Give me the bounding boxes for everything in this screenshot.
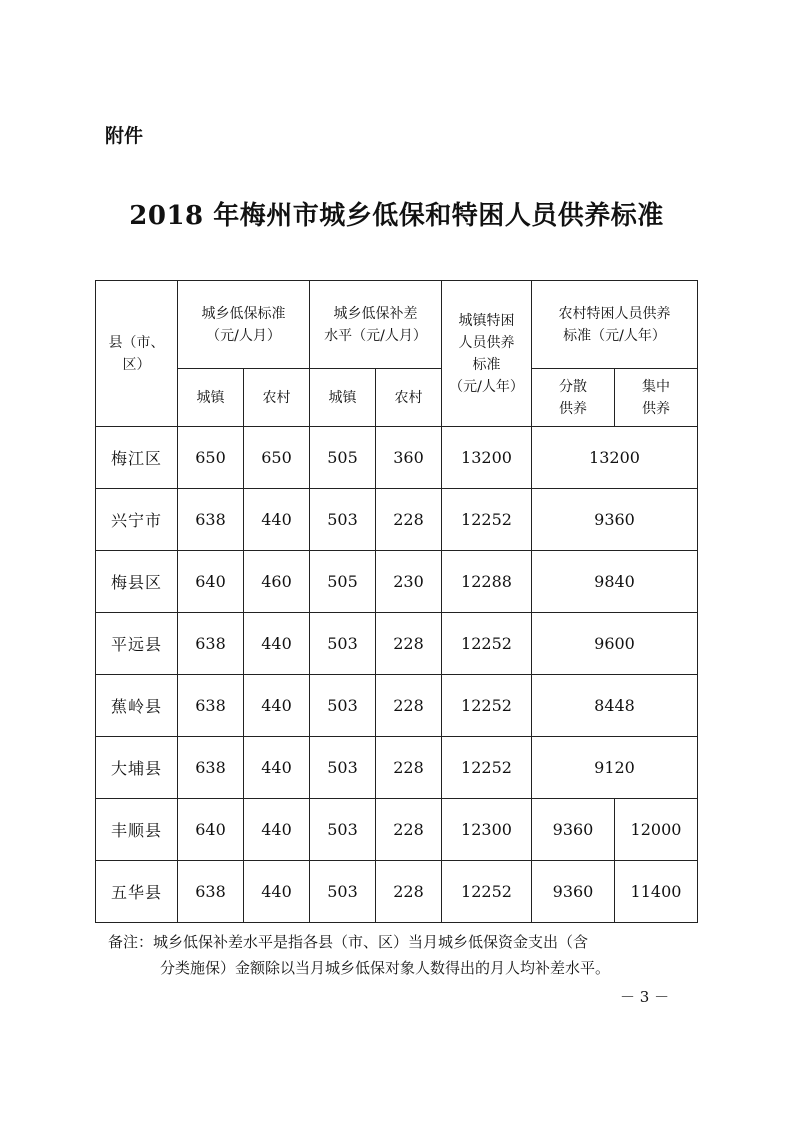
rural-tekun-cell: 8448 xyxy=(532,675,698,737)
sub-rural-cell: 360 xyxy=(376,427,442,489)
sub-urban-cell: 503 xyxy=(310,861,376,923)
county-cell: 大埔县 xyxy=(96,737,178,799)
rural-tekun-cell: 13200 xyxy=(532,427,698,489)
std-rural-cell: 440 xyxy=(244,675,310,737)
table-row xyxy=(96,613,698,675)
std-urban-cell: 638 xyxy=(178,861,244,923)
table-row xyxy=(96,737,698,799)
county-cell: 兴宁市 xyxy=(96,489,178,551)
rural-centralized-cell: 12000 xyxy=(615,799,698,861)
sub-urban-cell: 503 xyxy=(310,737,376,799)
rural-scattered-cell: 9360 xyxy=(532,799,615,861)
header-rural-tekun: 农村特困人员供养 标准（元/人年） xyxy=(532,281,698,369)
header-dibao-subsidy: 城乡低保补差 水平（元/人月） xyxy=(310,281,442,369)
sub-urban-cell: 505 xyxy=(310,427,376,489)
std-urban-cell: 638 xyxy=(178,613,244,675)
footnote xyxy=(108,929,700,981)
std-urban-cell: 640 xyxy=(178,551,244,613)
std-rural-cell: 460 xyxy=(244,551,310,613)
std-rural-cell: 440 xyxy=(244,489,310,551)
urban-tekun-cell: 12252 xyxy=(442,489,532,551)
rural-centralized-cell: 11400 xyxy=(615,861,698,923)
sub-urban-cell: 503 xyxy=(310,489,376,551)
county-cell: 梅江区 xyxy=(96,427,178,489)
header-std-rural: 农村 xyxy=(244,369,310,427)
rural-tekun-cell: 9600 xyxy=(532,613,698,675)
page-title: 2018 年梅州市城乡低保和特困人员供养标准 xyxy=(129,201,664,231)
table-row xyxy=(96,675,698,737)
std-urban-cell: 650 xyxy=(178,427,244,489)
urban-tekun-cell: 13200 xyxy=(442,427,532,489)
table-row xyxy=(96,551,698,613)
header-rural-centralized: 集中 供养 xyxy=(615,369,698,427)
sub-rural-cell: 228 xyxy=(376,799,442,861)
rural-tekun-cell: 9120 xyxy=(532,737,698,799)
header-std-urban: 城镇 xyxy=(178,369,244,427)
county-cell: 梅县区 xyxy=(96,551,178,613)
header-dibao-standard: 城乡低保标准 （元/人月） xyxy=(178,281,310,369)
urban-tekun-cell: 12252 xyxy=(442,675,532,737)
rural-tekun-cell: 9840 xyxy=(532,551,698,613)
header-urban-tekun: 城镇特困 人员供养 标准 （元/人年） xyxy=(442,281,532,427)
urban-tekun-cell: 12288 xyxy=(442,551,532,613)
footnote-line-1: 备注：城乡低保补差水平是指各县（市、区）当月城乡低保资金支出（含 xyxy=(108,933,589,951)
sub-rural-cell: 228 xyxy=(376,737,442,799)
std-rural-cell: 650 xyxy=(244,427,310,489)
county-cell: 丰顺县 xyxy=(96,799,178,861)
header-sub-urban: 城镇 xyxy=(310,369,376,427)
table-row xyxy=(96,861,698,923)
std-rural-cell: 440 xyxy=(244,799,310,861)
table-row xyxy=(96,799,698,861)
urban-tekun-cell: 12300 xyxy=(442,799,532,861)
std-urban-cell: 638 xyxy=(178,489,244,551)
sub-rural-cell: 228 xyxy=(376,489,442,551)
county-cell: 蕉岭县 xyxy=(96,675,178,737)
sub-rural-cell: 230 xyxy=(376,551,442,613)
attachment-label: 附件 xyxy=(105,125,144,147)
header-rural-scattered: 分散 供养 xyxy=(532,369,615,427)
rural-tekun-cell: 9360 xyxy=(532,489,698,551)
header-sub-rural: 农村 xyxy=(376,369,442,427)
sub-urban-cell: 505 xyxy=(310,551,376,613)
county-cell: 五华县 xyxy=(96,861,178,923)
std-urban-cell: 640 xyxy=(178,799,244,861)
sub-urban-cell: 503 xyxy=(310,675,376,737)
footnote-line-2: 分类施保）金额除以当月城乡低保对象人数得出的月人均补差水平。 xyxy=(160,959,611,977)
table-row xyxy=(96,427,698,489)
page-number: － 3 － xyxy=(620,988,670,1006)
county-cell: 平远县 xyxy=(96,613,178,675)
sub-rural-cell: 228 xyxy=(376,675,442,737)
sub-rural-cell: 228 xyxy=(376,861,442,923)
std-rural-cell: 440 xyxy=(244,861,310,923)
header-county: 县（市、 区） xyxy=(96,281,178,427)
urban-tekun-cell: 12252 xyxy=(442,613,532,675)
sub-urban-cell: 503 xyxy=(310,613,376,675)
urban-tekun-cell: 12252 xyxy=(442,861,532,923)
rural-scattered-cell: 9360 xyxy=(532,861,615,923)
standards-table xyxy=(95,280,698,923)
std-rural-cell: 440 xyxy=(244,613,310,675)
std-rural-cell: 440 xyxy=(244,737,310,799)
urban-tekun-cell: 12252 xyxy=(442,737,532,799)
sub-urban-cell: 503 xyxy=(310,799,376,861)
table-row xyxy=(96,489,698,551)
std-urban-cell: 638 xyxy=(178,737,244,799)
sub-rural-cell: 228 xyxy=(376,613,442,675)
std-urban-cell: 638 xyxy=(178,675,244,737)
